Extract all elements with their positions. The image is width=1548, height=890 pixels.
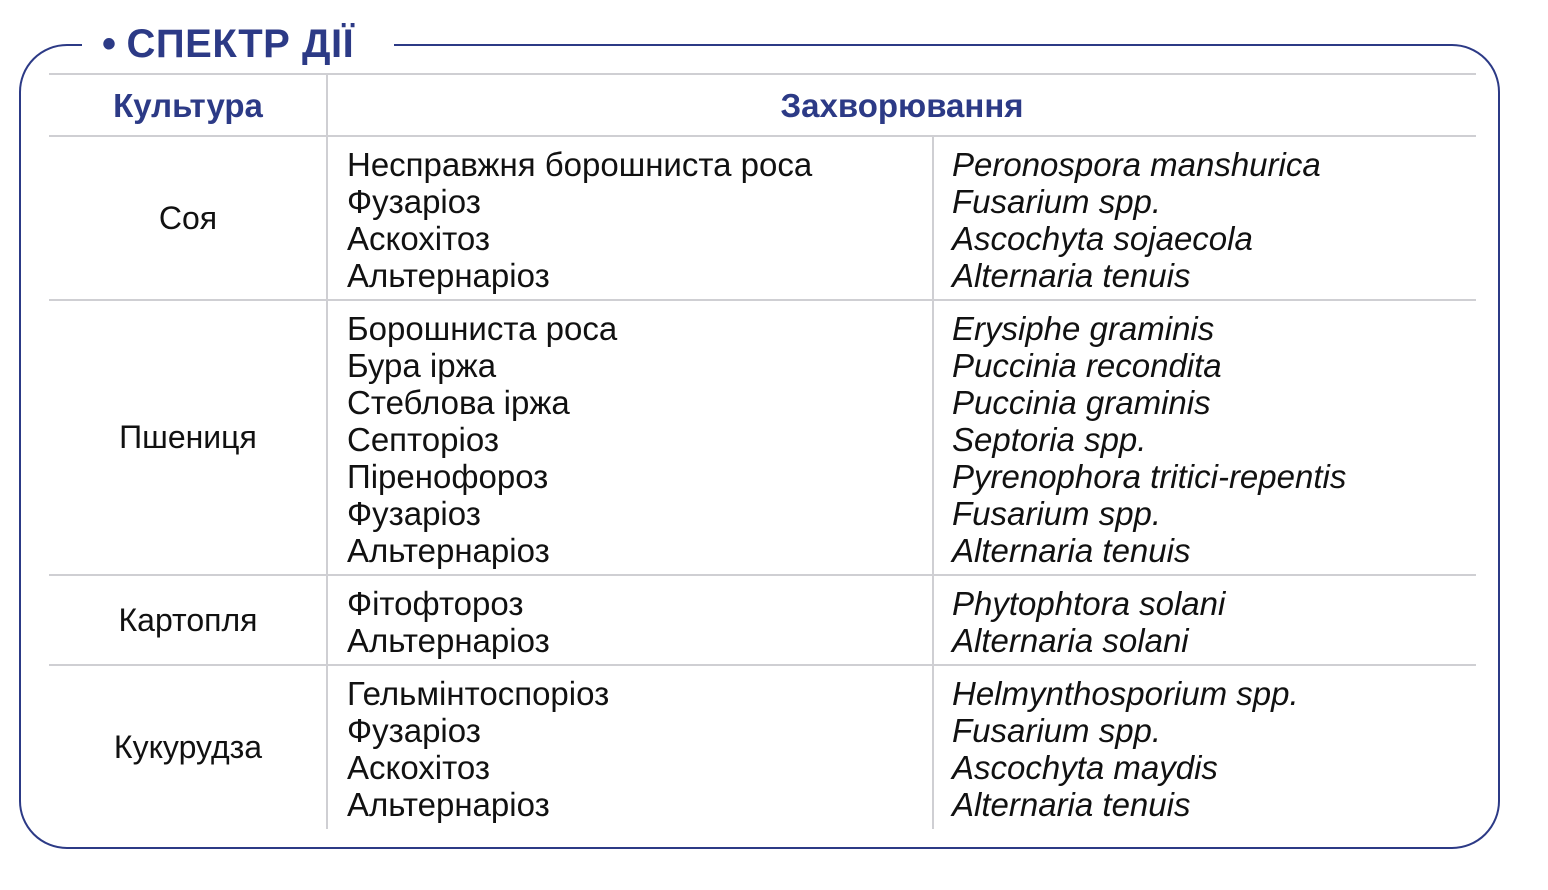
table-top-rule: [49, 73, 1476, 75]
disease-name: Гельмінтоспоріоз: [347, 675, 610, 712]
pathogen-name: Fusarium spp.: [952, 183, 1162, 220]
section-title-text: СПЕКТР ДІЇ: [126, 22, 355, 66]
bullet-icon: •: [102, 22, 117, 66]
section-title: [102, 18, 354, 70]
disease-name: Стеблова іржа: [347, 384, 570, 421]
pathogen-name: Puccinia graminis: [952, 384, 1211, 421]
disease-name: Піренофороз: [347, 458, 549, 495]
disease-list: [347, 310, 617, 569]
disease-name: Альтернаріоз: [347, 532, 550, 569]
header-crop: Культура: [113, 87, 263, 124]
pathogen-name: Fusarium spp.: [952, 495, 1162, 532]
pathogen-name: Peronospora manshurica: [952, 146, 1321, 183]
crop-cell: Картопля: [118, 601, 258, 638]
crop-cell: Кукурудза: [113, 729, 263, 765]
pathogen-name: Erysiphe graminis: [952, 310, 1215, 347]
pathogen-name: Alternaria solani: [952, 622, 1189, 659]
pathogen-name: Pyrenophora tritici-repentis: [952, 458, 1347, 495]
pathogen-list: [952, 585, 1225, 659]
pathogen-name: Fusarium spp.: [952, 712, 1162, 749]
header-disease: Захворювання: [780, 87, 1024, 124]
pathogen-list: [952, 310, 1346, 569]
pathogen-name: Septoria spp.: [952, 421, 1147, 458]
pathogen-name: Ascochyta maydis: [952, 749, 1218, 786]
disease-name: Аскохітоз: [347, 749, 490, 786]
crop-cell: Пшениця: [119, 419, 257, 455]
disease-name: Альтернаріоз: [347, 786, 550, 823]
pathogen-name: Alternaria tenuis: [952, 786, 1191, 823]
pathogen-name: Helmynthosporium spp.: [952, 675, 1299, 712]
disease-list: [347, 146, 812, 294]
column-divider: [932, 137, 934, 829]
disease-name: Фузаріоз: [347, 495, 481, 532]
crop-cell: Соя: [158, 199, 218, 236]
disease-list: [347, 585, 550, 659]
disease-name: Альтернаріоз: [347, 257, 550, 294]
pathogen-name: Puccinia recondita: [952, 347, 1222, 384]
disease-name: Борошниста роса: [347, 310, 618, 347]
disease-name: Бура іржа: [347, 347, 497, 384]
disease-name: Несправжня борошниста роса: [347, 146, 813, 183]
pathogen-name: Phytophtora solani: [952, 585, 1226, 622]
disease-name: Септоріоз: [347, 421, 499, 458]
disease-name: Аскохітоз: [347, 220, 490, 257]
disease-name: Фузаріоз: [347, 183, 481, 220]
disease-list: [347, 675, 609, 823]
pathogen-name: Ascochyta sojaecola: [952, 220, 1253, 257]
disease-name: Альтернаріоз: [347, 622, 550, 659]
pathogen-name: Alternaria tenuis: [952, 532, 1191, 569]
pathogen-name: Alternaria tenuis: [952, 257, 1191, 294]
pathogen-list: [952, 675, 1299, 823]
disease-name: Фітофтороз: [347, 585, 524, 622]
pathogen-list: [952, 146, 1321, 294]
disease-name: Фузаріоз: [347, 712, 481, 749]
